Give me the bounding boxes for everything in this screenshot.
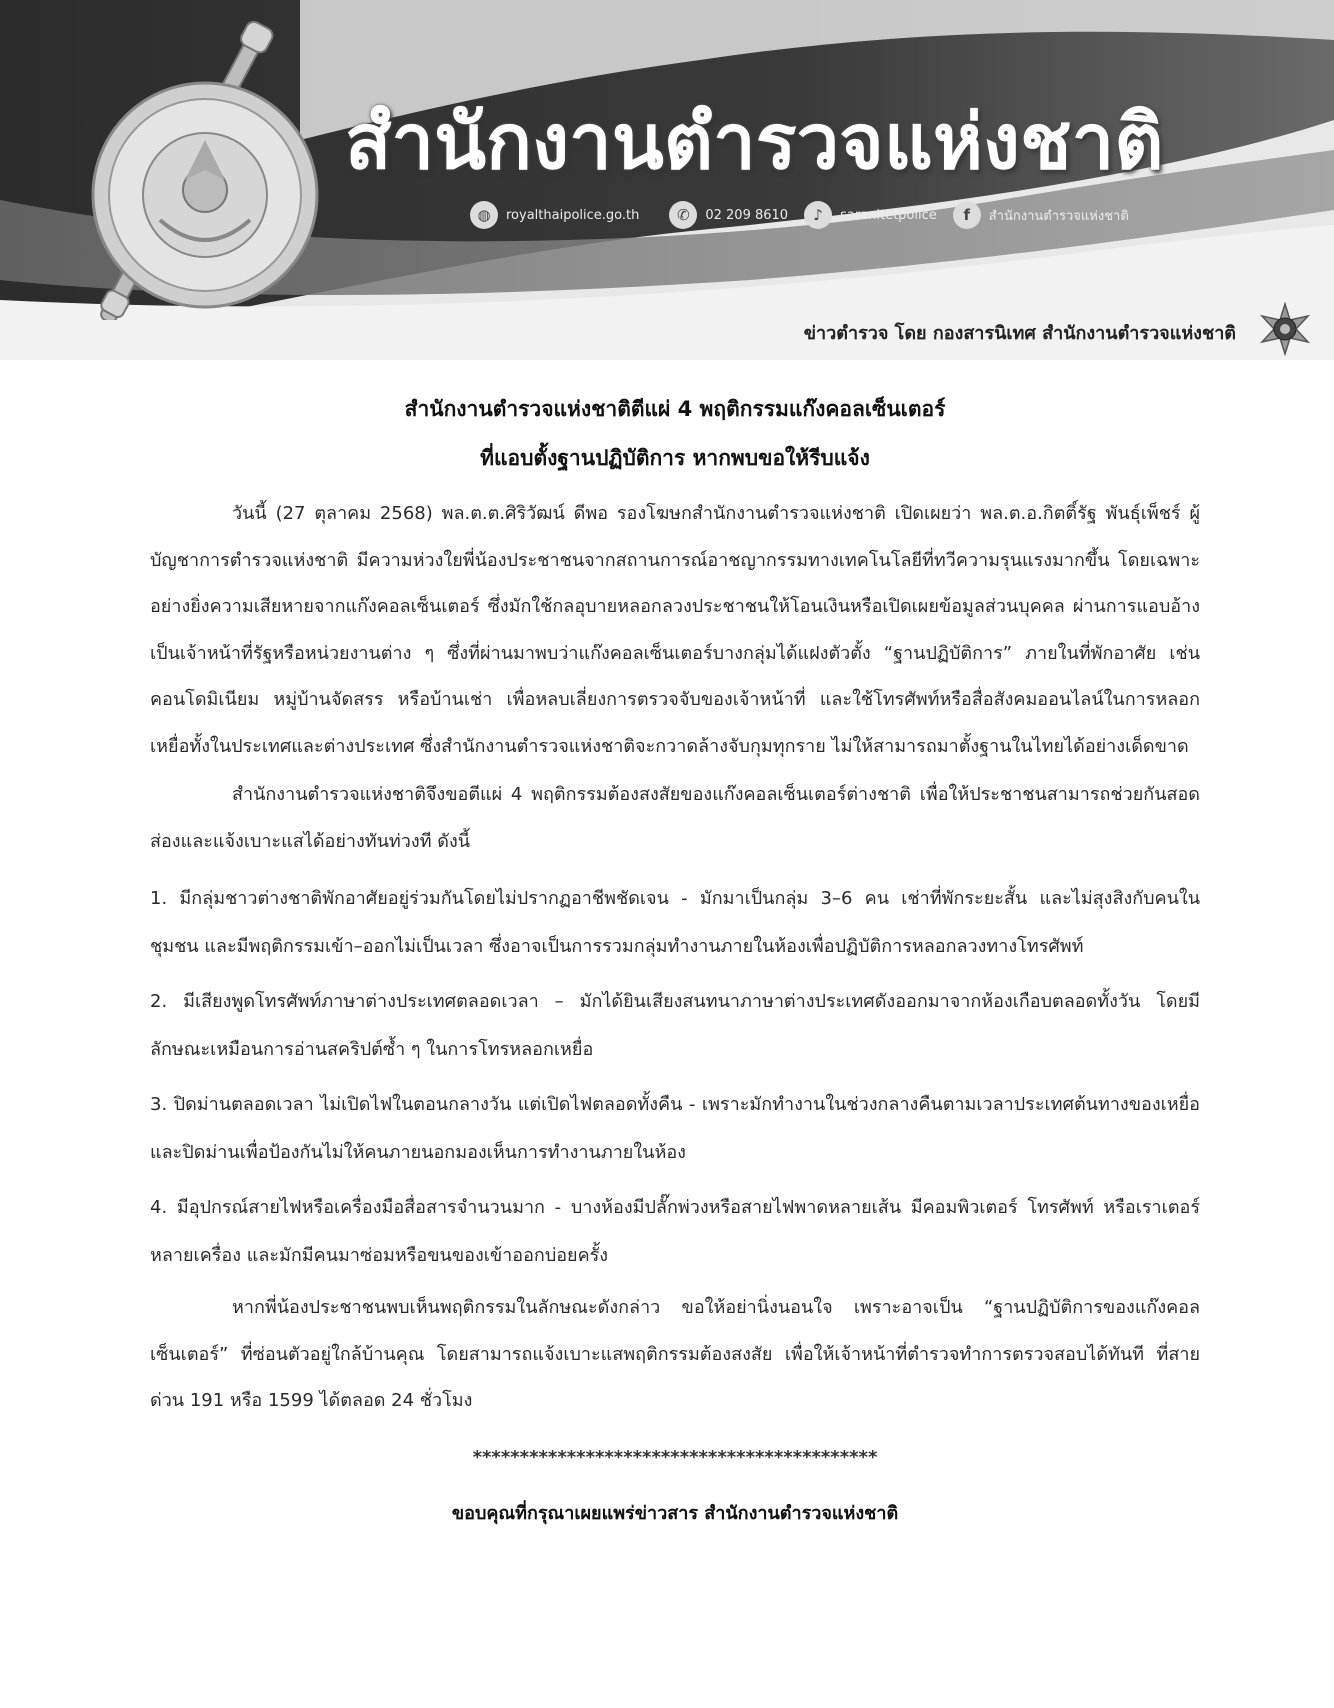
headline-line-2: ที่แอบตั้งฐานปฏิบัติการ หากพบขอให้รีบแจ้ง bbox=[480, 446, 870, 470]
separator-line: ******************************************* bbox=[472, 1446, 878, 1468]
list-item: 1. มีกลุ่มชาวต่างชาติพักอาศัยอยู่ร่วมกันโดยไม่ปรากฏอาชีพชัดเจน - มักมาเป็นกลุ่ม 3–6 คน เช่าที่พักระยะสั้น และไม่สุงสิงกับคนในชุมชน และมีพฤติกรรมเข้า–ออกไม่เป็นเวลา ซึ่งอาจเป็นการรวมกลุ่มทำงานภายในห้องเพื่อปฏิบัติการหลอกลวงทางโทรศัพท์ bbox=[150, 888, 1200, 957]
police-star-badge-icon bbox=[1258, 302, 1312, 356]
contact-facebook-text: สำนักงานตำรวจแห่งชาติ bbox=[988, 208, 1129, 224]
news-byline: ข่าวตำรวจ โดย กองสารนิเทศ สำนักงานตำรวจแห่งชาติ bbox=[803, 323, 1236, 344]
thanks-footer: ขอบคุณที่กรุณาเผยแพร่ข่าวสาร สำนักงานตำรวจแห่งชาติ bbox=[451, 1502, 899, 1524]
contact-facebook[interactable] bbox=[953, 201, 1129, 229]
paragraph-behaviors-intro: สำนักงานตำรวจแห่งชาติจึงขอตีแผ่ 4 พฤติกรรมต้องสงสัยของแก๊งคอลเซ็นเตอร์ต่างชาติ เพื่อให้ประชาชนสามารถช่วยกันสอดส่องและแจ้งเบาะแสได้อย่างทันท่วงที ดังนี้ bbox=[150, 784, 1200, 852]
police-emblem-logo bbox=[20, 20, 350, 320]
contact-tiktok-text: saranitetpolice bbox=[840, 207, 937, 223]
globe-icon: ◍ bbox=[470, 201, 498, 229]
tiktok-icon: ♪ bbox=[804, 201, 832, 229]
contact-phone-text: 02 209 8610 bbox=[705, 207, 789, 223]
phone-icon: ✆ bbox=[669, 201, 697, 229]
contact-phone[interactable] bbox=[669, 201, 788, 229]
paragraph-closing: หากพี่น้องประชาชนพบเห็นพฤติกรรมในลักษณะดังกล่าว ขอให้อย่านิ่งนอนใจ เพราะอาจเป็น “ฐานปฏิบัติการของแก๊งคอลเซ็นเตอร์” ที่ซ่อนตัวอยู่ใกล้บ้านคุณ โดยสามารถแจ้งเบาะแสพฤติกรรมต้องสงสัย เพื่อให้เจ้าหน้าที่ตำรวจทำการตรวจสอบได้ทันที ที่สายด่วน 191 หรือ 1599 ได้ตลอด 24 ชั่วโมง bbox=[150, 1297, 1200, 1411]
press-release-body bbox=[150, 385, 1200, 1529]
contact-tiktok[interactable] bbox=[804, 201, 937, 229]
facebook-icon: f bbox=[953, 201, 981, 229]
list-item: 2. มีเสียงพูดโทรศัพท์ภาษาต่างประเทศตลอดเวลา – มักได้ยินเสียงสนทนาภาษาต่างประเทศดังออกมาจากห้องเกือบตลอดทั้งวัน โดยมีลักษณะเหมือนการอ่านสคริปต์ซ้ำ ๆ ในการโทรหลอกเหยื่อ bbox=[150, 991, 1200, 1060]
contact-bar bbox=[470, 200, 1129, 230]
list-item: 4. มีอุปกรณ์สายไฟหรือเครื่องมือสื่อสารจำนวนมาก - บางห้องมีปลั๊กพ่วงหรือสายไฟพาดหลายเส้น มีคอมพิวเตอร์ โทรศัพท์ หรือเราเตอร์หลายเครื่อง และมักมีคนมาซ่อมหรือขนของเข้าออกบ่อยครั้ง bbox=[150, 1197, 1200, 1266]
headline-line-1: สำนักงานตำรวจแห่งชาติตีแผ่ 4 พฤติกรรมแก๊งคอลเซ็นเตอร์ bbox=[404, 397, 946, 421]
list-item: 3. ปิดม่านตลอดเวลา ไม่เปิดไฟในตอนกลางวัน แต่เปิดไฟตลอดทั้งคืน - เพราะมักทำงานในช่วงกลางคืนตามเวลาประเทศต้นทางของเหยื่อ และปิดม่านเพื่อป้องกันไม่ให้คนภายนอกมองเห็นการทำงานภายในห้อง bbox=[150, 1094, 1200, 1163]
organization-title: สำนักงานตำรวจแห่งชาติ bbox=[345, 97, 1164, 186]
header-banner bbox=[0, 0, 1334, 360]
headline bbox=[150, 385, 1200, 483]
contact-website[interactable] bbox=[470, 201, 639, 229]
contact-website-text: royalthaipolice.go.th bbox=[506, 207, 640, 223]
paragraph-intro: วันนี้ (27 ตุลาคม 2568) พล.ต.ต.ศิริวัฒน์ ดีพอ รองโฆษกสำนักงานตำรวจแห่งชาติ เปิดเผยว่า พล.ต.อ.กิตติ์รัฐ พันธุ์เพ็ชร์ ผู้บัญชาการตำรวจแห่งชาติ มีความห่วงใยพี่น้องประชาชนจากสถานการณ์อาชญากรรมทางเทคโนโลยีที่ทวีความรุนแรงมากขึ้น โดยเฉพาะอย่างยิ่งความเสียหายจากแก๊งคอลเซ็นเตอร์ ซึ่งมักใช้กลอุบายหลอกลวงประชาชนให้โอนเงินหรือเปิดเผยข้อมูลส่วนบุคคล ผ่านการแอบอ้างเป็นเจ้าหน้าที่รัฐหรือหน่วยงานต่าง ๆ ซึ่งที่ผ่านมาพบว่าแก๊งคอลเซ็นเตอร์บางกลุ่มได้แฝงตัวตั้ง “ฐานปฏิบัติการ” ภายในที่พักอาศัย เช่น คอนโดมิเนียม หมู่บ้านจัดสรร หรือบ้านเช่า เพื่อหลบเลี่ยงการตรวจจับของเจ้าหน้าที่ และใช้โทรศัพท์หรือสื่อสังคมออนไลน์ในการหลอกเหยื่อทั้งในประเทศและต่างประเทศ ซึ่งสำนักงานตำรวจแห่งชาติจะกวาดล้างจับกุมทุกราย ไม่ให้สามารถมาตั้งฐานในไทยได้อย่างเด็ดขาด bbox=[150, 503, 1200, 757]
